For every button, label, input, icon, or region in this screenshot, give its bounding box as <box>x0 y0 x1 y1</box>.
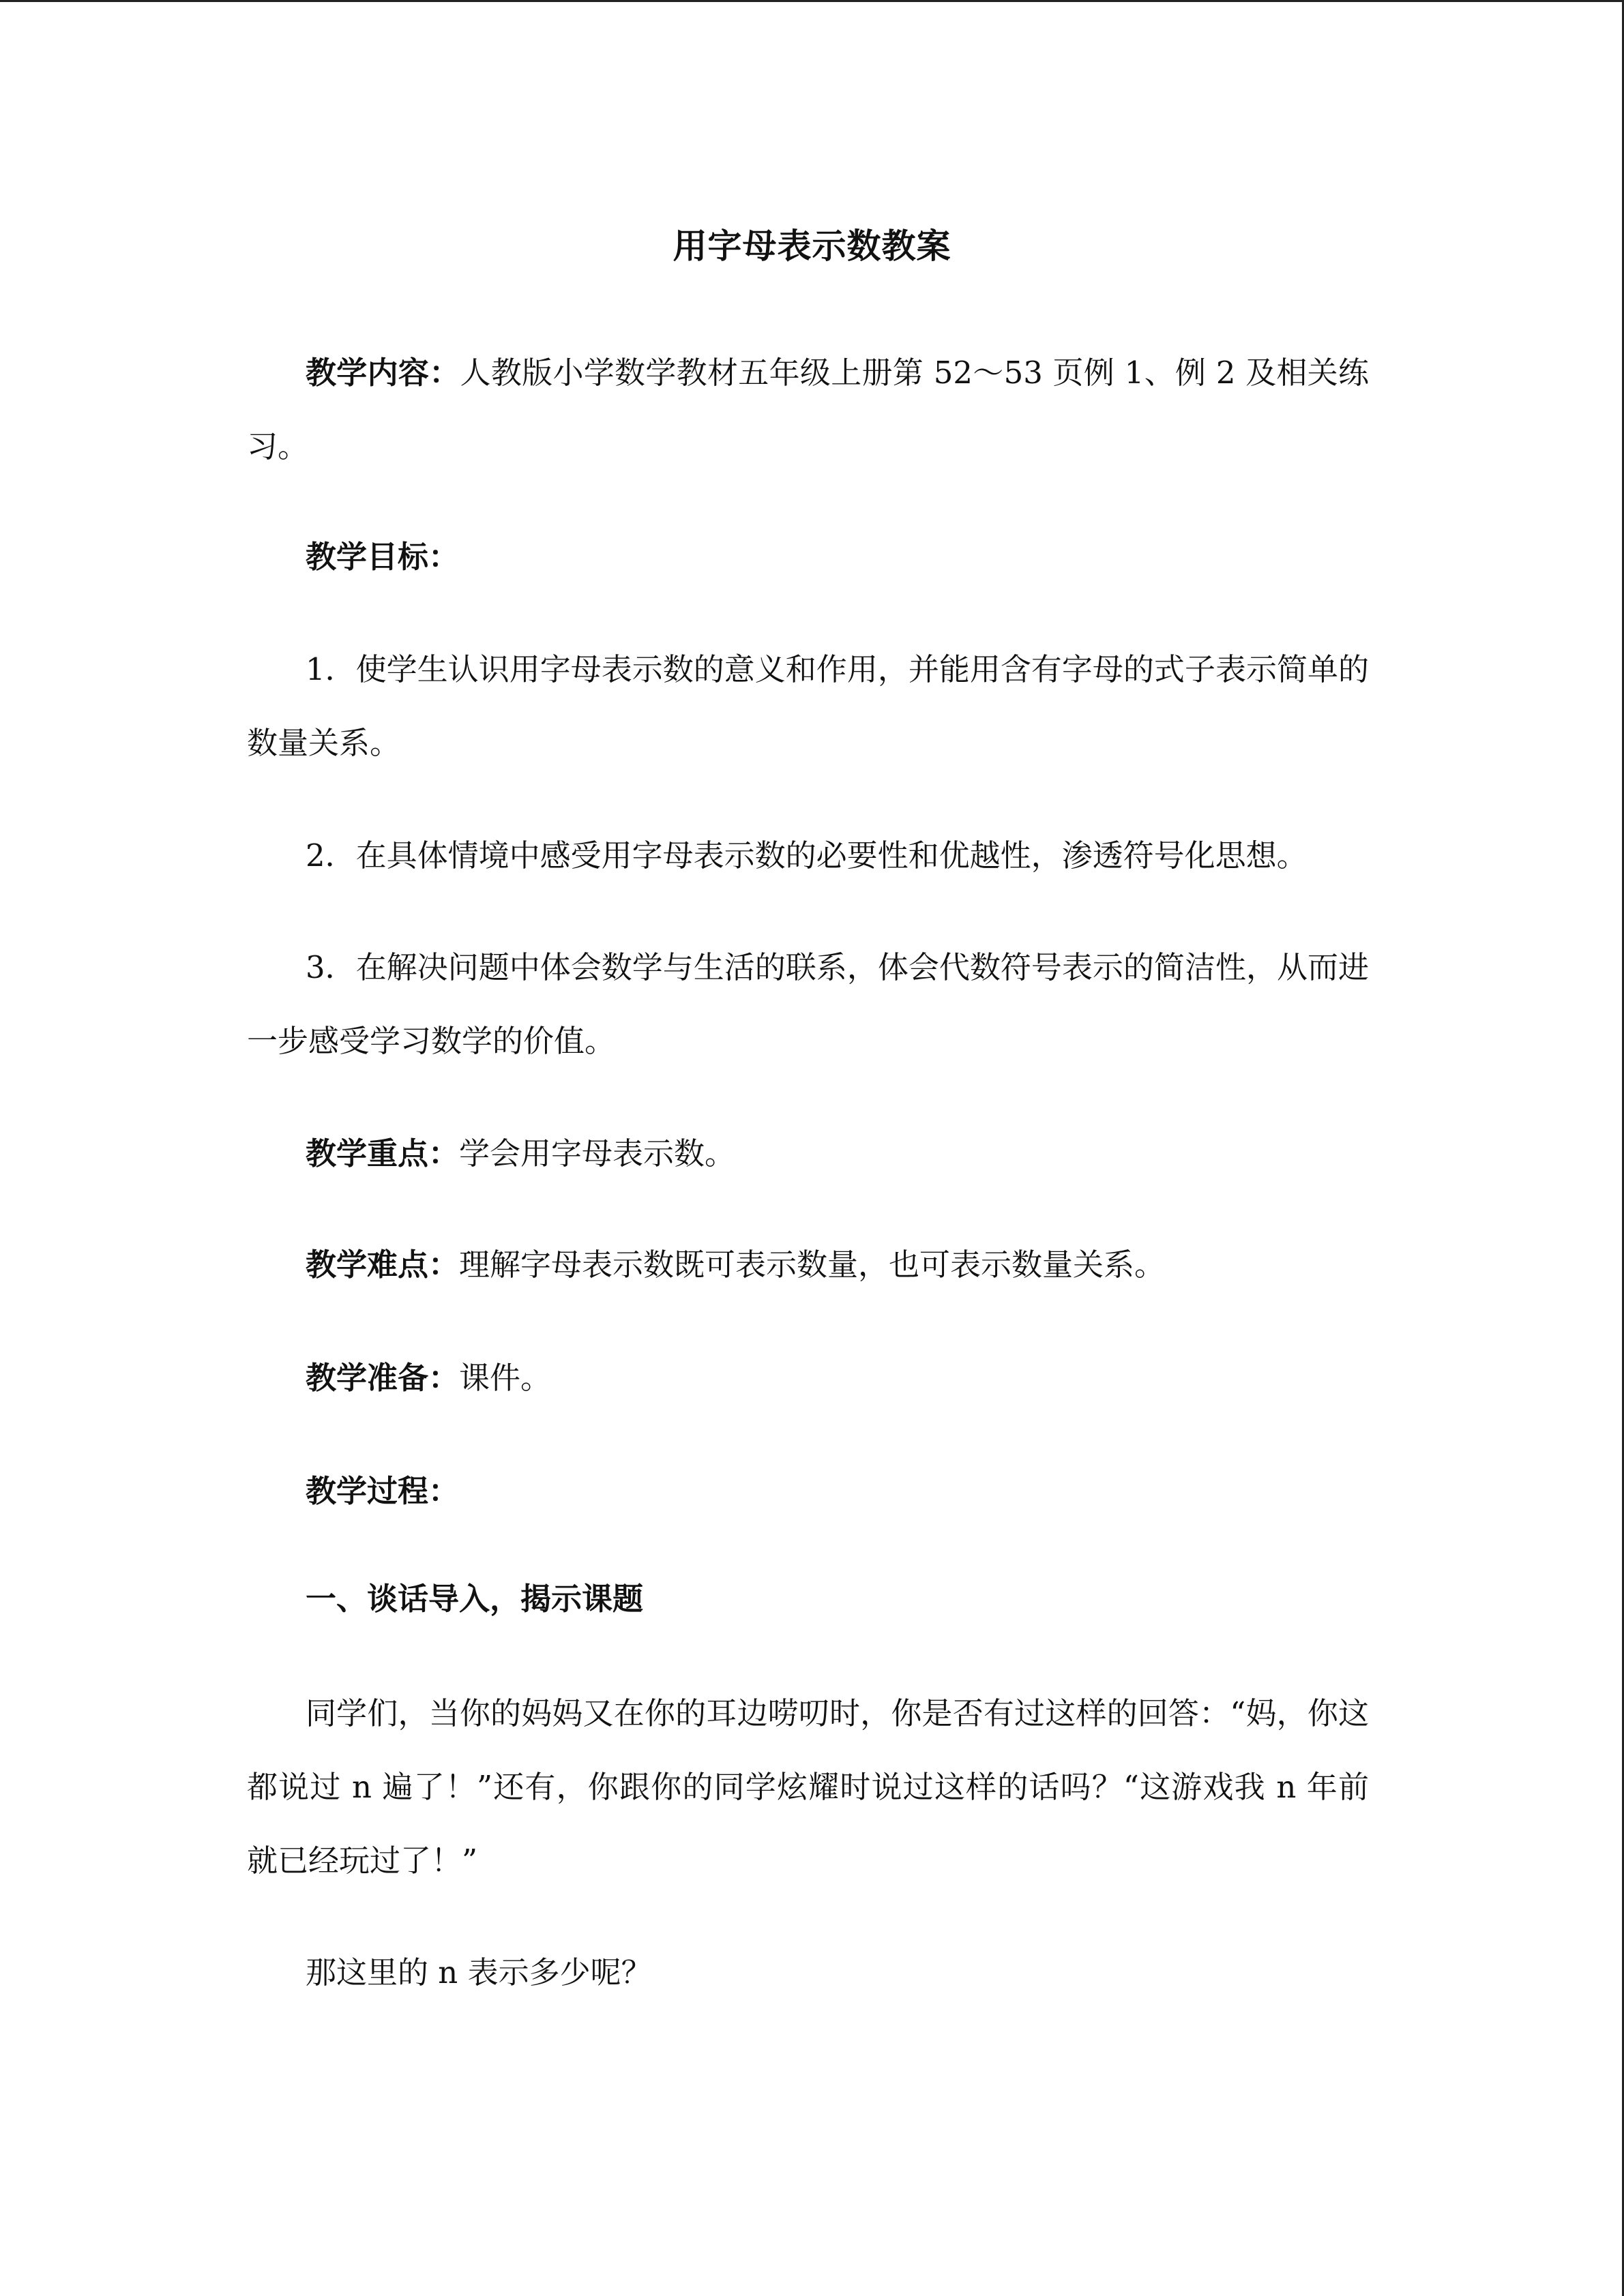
key-point-label: 教学重点： <box>306 1135 460 1172</box>
body-paragraph: 同学们，当你的妈妈又在你的耳边唠叨时，你是否有过这样的回答：“妈，你这都说过 n 遍了！”还有，你跟你的同学炫耀时说过这样的话吗？“这游戏我 n 年前就已经玩过了！” <box>247 1695 1369 1879</box>
objective-item: 1．使学生认识用字母表示数的意义和作用，并能用含有字母的式子表示简单的数量关系。 <box>247 651 1369 761</box>
process-label: 教学过程： <box>306 1473 460 1509</box>
preparation-label: 教学准备： <box>306 1360 460 1396</box>
teaching-content-label: 教学内容： <box>306 355 460 391</box>
section-heading: 一、谈话导入，揭示课题 <box>306 1581 644 1617</box>
difficulty-label: 教学难点： <box>306 1247 460 1283</box>
key-point-text: 学会用字母表示数。 <box>459 1135 736 1172</box>
difficulty-text: 理解字母表示数既可表示数量，也可表示数量关系。 <box>459 1247 1166 1283</box>
teaching-objectives-label: 教学目标： <box>306 539 460 575</box>
teaching-content-text: 人教版小学数学教材五年级上册第 52～53 页例 1、例 2 及相关练习。 <box>247 355 1369 464</box>
difficulty-paragraph <box>247 1228 1369 1302</box>
key-point-paragraph <box>247 1117 1369 1191</box>
preparation-text: 课件。 <box>459 1360 552 1396</box>
objective-item: 3．在解决问题中体会数学与生活的联系，体会代数符号表示的简洁性，从而进一步感受学习数学的价值。 <box>247 949 1369 1059</box>
teaching-objectives-paragraph <box>247 520 1369 594</box>
body-paragraph: 那这里的 n 表示多少呢？ <box>306 1954 652 1991</box>
preparation-paragraph <box>247 1341 1369 1415</box>
objective-item: 2．在具体情境中感受用字母表示数的必要性和优越性，渗透符号化思想。 <box>306 837 1308 874</box>
process-paragraph <box>247 1455 1369 1528</box>
teaching-content-paragraph <box>247 336 1369 483</box>
document-title: 用字母表示数教案 <box>673 226 951 266</box>
